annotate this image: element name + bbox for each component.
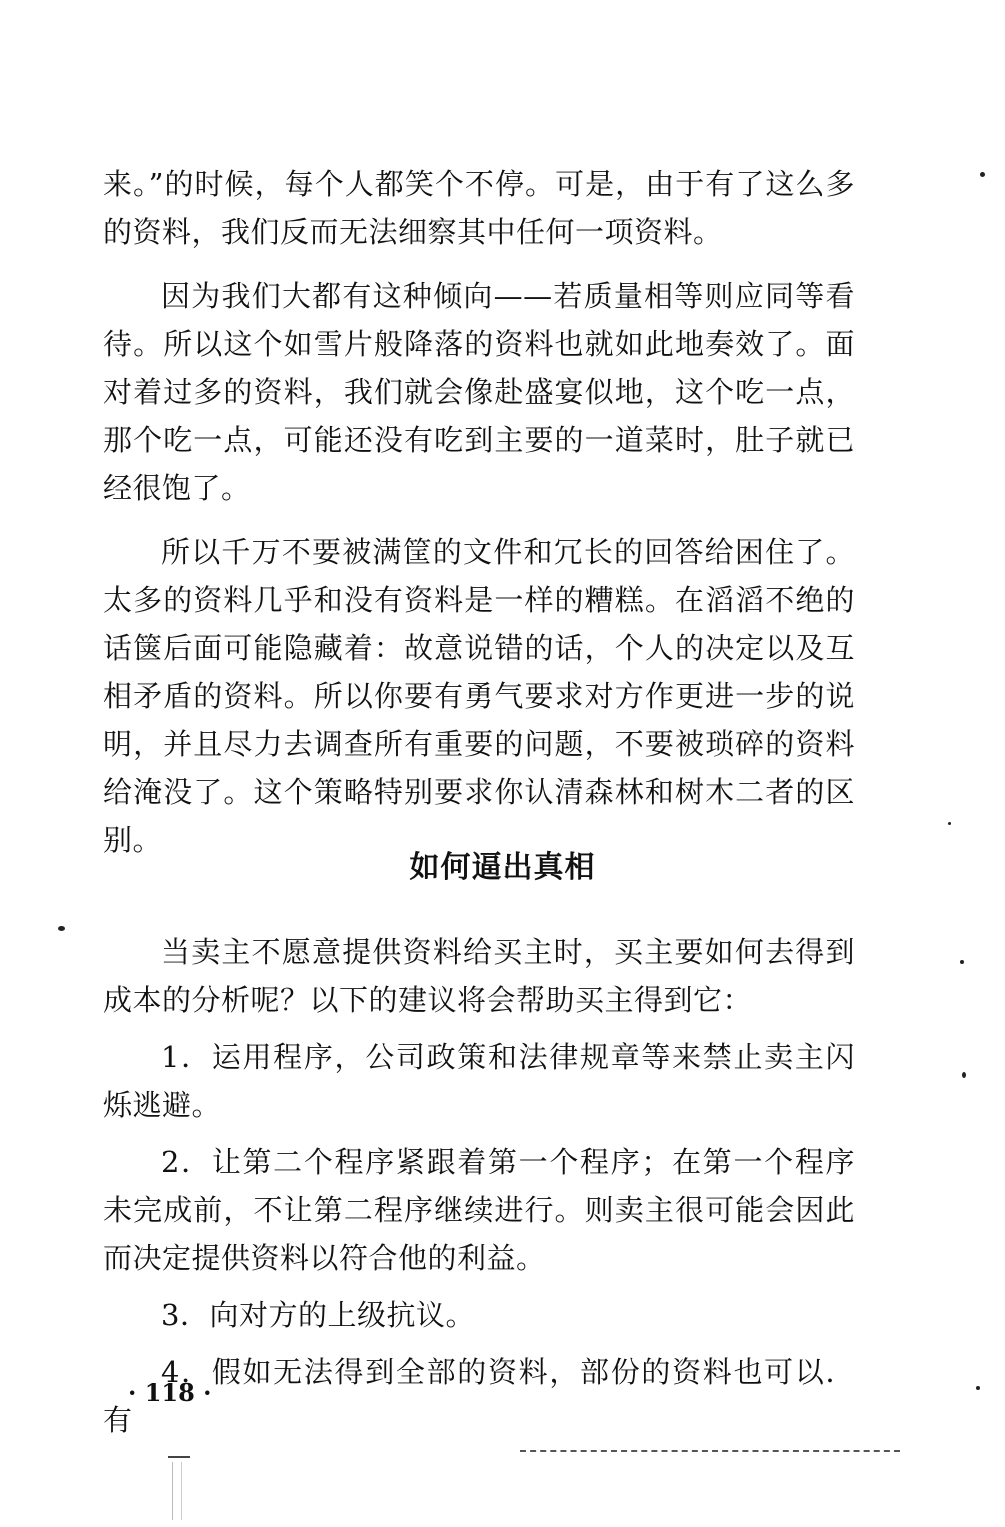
paragraph-continuation: 来。”的时候，每个人都笑个不停。可是，由于有了这么多的资料，我们反而无法细察其中任何一项资料。: [103, 167, 855, 249]
list-item: 3．向对方的上级抗议。: [161, 1298, 475, 1332]
list-item: 2．让第二个程序紧跟着第一个程序；在第一个程序未完成前，不让第二程序继续进行。则卖主很可能会因此而决定提供资料以符合他的利益。: [103, 1145, 855, 1275]
paragraph: 因为我们大都有这种倾向——若质量相等则应同等看待。所以这个如雪片般降落的资料也就如此地奏效了。面对着过多的资料，我们就会像赴盛宴似地，这个吃一点，那个吃一点，可能还没有吃到主要的一道菜时，肚子就已经很饱了。: [103, 279, 855, 505]
body-section-1: [103, 160, 855, 864]
scan-speck: [962, 1072, 966, 1078]
page-number: · 118 ·: [128, 1378, 212, 1407]
scan-speck: [948, 822, 951, 825]
paragraph: 所以千万不要被满筐的文件和冗长的回答给困住了。太多的资料几乎和没有资料是一样的糟糕。在滔滔不绝的话箧后面可能隐藏着：故意说错的话，个人的决定以及互相矛盾的资料。所以你要有勇气要求对方作更进一步的说明，并且尽力去调查所有重要的问题，不要被琐碎的资料给淹没了。这个策略特别要求你认清森林和树木二者的区别。: [103, 535, 855, 857]
scan-speck: [960, 960, 964, 964]
scan-speck: [58, 926, 65, 931]
body-section-2: [103, 928, 855, 1444]
binding-edge: [172, 1462, 182, 1520]
list-item: 4．假如无法得到全部的资料，部份的资料也可以．有: [103, 1355, 855, 1437]
paragraph: 当卖主不愿意提供资料给买主时，买主要如何去得到成本的分析呢？以下的建议将会帮助买主得到它：: [103, 935, 855, 1017]
scan-speck: [980, 172, 985, 177]
scan-speck: [976, 1386, 980, 1390]
binding-tick: [168, 1456, 190, 1458]
section-heading: 如何逼出真相: [409, 850, 596, 885]
list-item: 1．运用程序，公司政策和法律规章等来禁止卖主闪烁逃避。: [103, 1040, 855, 1122]
footer-rule: [520, 1450, 900, 1452]
